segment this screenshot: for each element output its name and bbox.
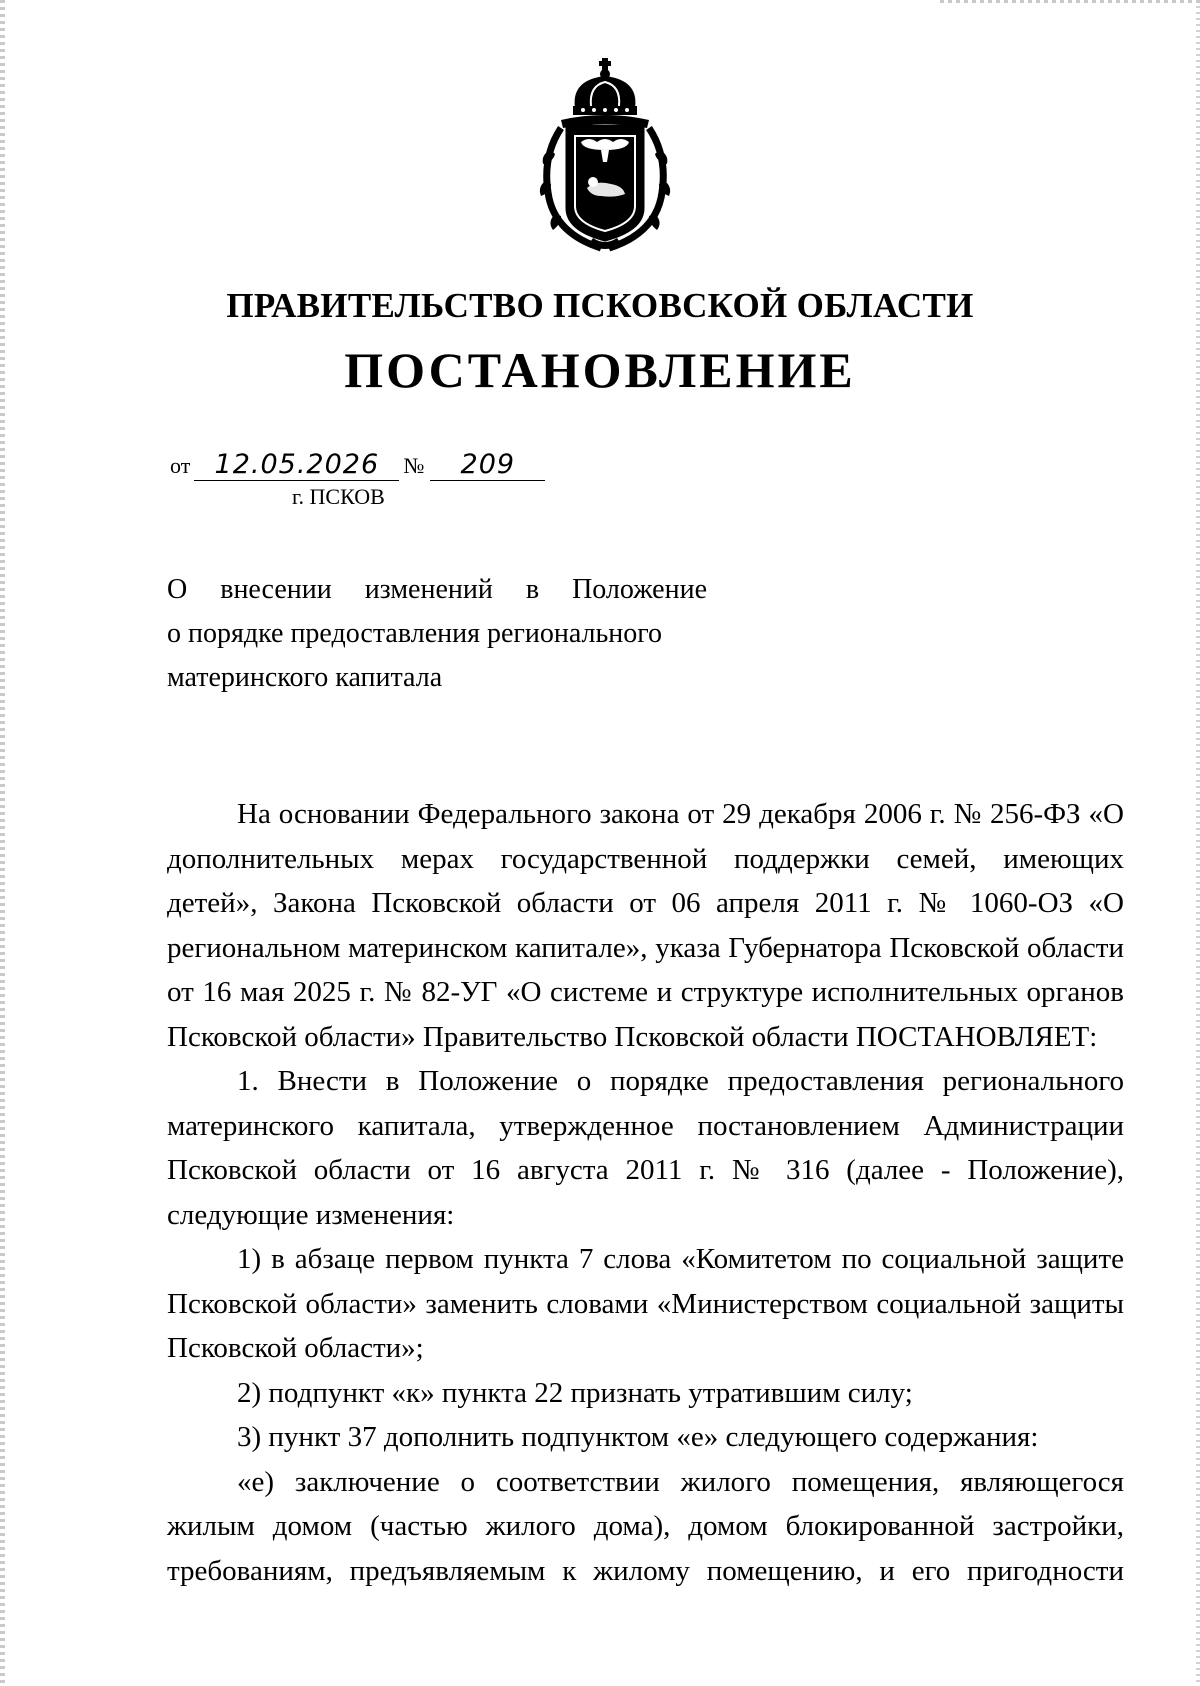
subject-line: материнского капитала	[167, 662, 443, 693]
subitem-1-paragraph: 1) в абзаце первом пункта 7 слова «Комитетом по социальной защите Псковской области» заменить словами «Министерством социальной защиты Псковской области»;	[167, 1243, 1124, 1364]
organization-title: ПРАВИТЕЛЬСТВО ПСКОВСКОЙ ОБЛАСТИ	[226, 286, 974, 325]
scan-edge-top	[940, 0, 1200, 3]
preamble-paragraph: На основании Федерального закона от 29 декабря 2006 г. № 256-ФЗ «О дополнительных мерах государственной поддержки семей, имеющих детей», Закона Псковской области от 06 апреля 2011 г. № 1060-ОЗ «О региональном материнском капитале», указа Губернатора Псковской области от 16 мая 2025 г. № 82-УГ «О системе и структуре исполнительных органов Псковской области» Правительство Псковской области ПОСТАНОВЛЯЕТ:	[167, 798, 1124, 1053]
handwritten-number: 209	[430, 449, 545, 481]
subitem-2-paragraph: 2) подпункт «к» пункта 22 признать утратившим силу;	[237, 1376, 913, 1409]
city-label: г. ПСКОВ	[292, 484, 385, 509]
document-type-title: ПОСТАНОВЛЕНИЕ	[344, 342, 856, 398]
subject-line: О внесении изменений в Положение	[167, 574, 707, 605]
scan-edge-left	[0, 0, 5, 1686]
coat-of-arms-emblem	[531, 58, 679, 254]
document-subject	[167, 568, 707, 700]
quoted-subitem-paragraph: «е) заключение о соответствии жилого помещения, являющегося жилым домом (частью жилого дома), домом блокированной застройки, требованиям, предъявляемым к жилому помещению, и его пригодности	[167, 1465, 1124, 1587]
registration-line	[170, 449, 545, 479]
subitem-3-paragraph: 3) пункт 37 дополнить подпунктом «е» следующего содержания:	[237, 1421, 1039, 1453]
handwritten-date: 12.05.2026	[194, 449, 399, 481]
date-prefix: от	[170, 453, 191, 478]
number-prefix: №	[403, 453, 425, 478]
item-1-paragraph: 1. Внести в Положение о порядке предоставления регионального материнского капитала, утвержденное постановлением Администрации Псковской области от 16 августа 2011 г. № 316 (далее - Положение), следующие изменения:	[167, 1065, 1124, 1231]
subject-line: о порядке предоставления регионального	[167, 618, 663, 649]
document-body	[167, 792, 1124, 1593]
scan-edge-right	[1196, 0, 1200, 1686]
